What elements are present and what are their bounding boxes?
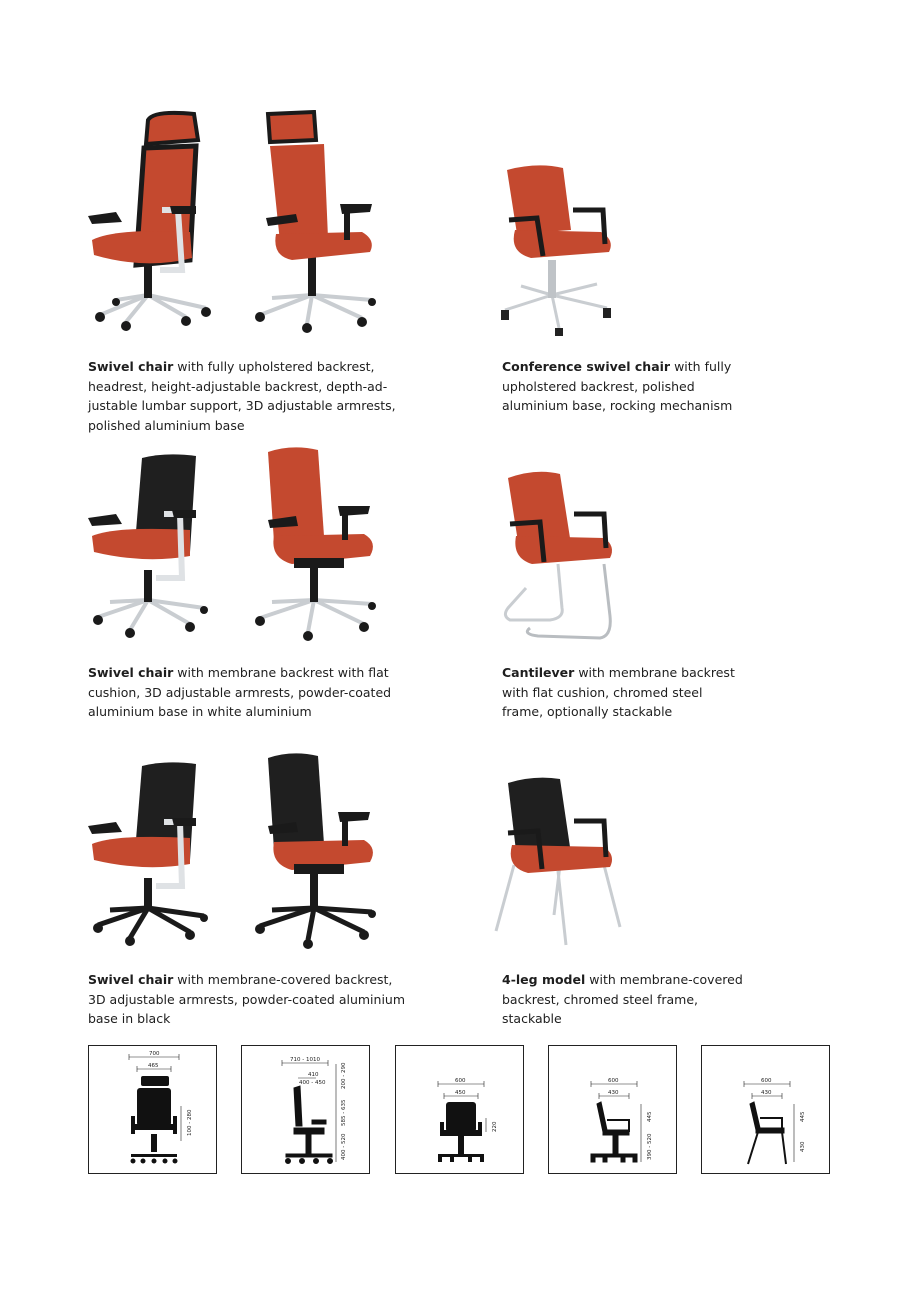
dimension-label: 410	[308, 1072, 319, 1078]
dimension-label: 400 - 520	[341, 1133, 347, 1160]
product-title: Swivel chair	[88, 972, 174, 987]
dimension-label: 445	[647, 1111, 653, 1122]
dimension-drawing-swivel-side	[241, 1045, 370, 1174]
swivel-chair-headrest-side-image	[252, 110, 382, 335]
product-title: Swivel chair	[88, 665, 174, 680]
product-desc-line: backrest, chromed steel frame,	[502, 991, 698, 1007]
product-caption-swivel-chair-black	[88, 970, 428, 1029]
dimension-drawing-conference	[395, 1045, 524, 1174]
product-caption-cantilever	[502, 663, 842, 722]
dimension-label: 430	[800, 1141, 806, 1152]
swivel-chair-black-base-front-image	[86, 760, 216, 950]
product-caption-four-leg-model	[502, 970, 842, 1029]
dimension-drawing-swivel-front	[88, 1045, 217, 1174]
dimension-label: 700	[149, 1051, 160, 1057]
product-desc-line: 3D adjustable armrests, powder-coated aluminium	[88, 991, 406, 1007]
product-desc-line: cushion, 3D adjustable armrests, powder-coated	[88, 684, 392, 700]
product-desc-line: with flat cushion, chromed steel	[502, 684, 703, 700]
swivel-chair-membrane-side-image	[252, 446, 382, 642]
dimension-label: 200 - 290	[341, 1062, 347, 1089]
product-desc-line: upholstered backrest, polished	[502, 378, 695, 394]
product-desc-line: with fully	[674, 359, 732, 374]
dimension-label: 585 - 635	[341, 1099, 347, 1126]
product-title: 4-leg model	[502, 972, 586, 987]
product-caption-conference-swivel-chair	[502, 357, 842, 416]
product-caption-swivel-chair-membrane	[88, 663, 428, 722]
swivel-chair-membrane-front-image	[86, 452, 216, 642]
product-desc-line: frame, optionally stackable	[502, 704, 673, 719]
product-desc-line: headrest, height-adjustable backrest, depth-ad-	[88, 378, 388, 394]
product-desc-line: with fully upholstered backrest,	[177, 359, 375, 374]
dimension-label: 710 - 1010	[290, 1057, 320, 1063]
dimension-label: 220	[492, 1121, 498, 1132]
conference-swivel-chair-image	[497, 160, 622, 340]
product-caption-swivel-chair-headrest	[88, 357, 428, 435]
dimension-drawing-cantilever	[548, 1045, 677, 1174]
product-desc-line: justable lumbar support, 3D adjustable armrests,	[88, 398, 396, 413]
product-desc-line: with membrane backrest with flat	[177, 665, 389, 680]
product-title: Conference swivel chair	[502, 359, 671, 374]
product-desc-line: base in black	[88, 1011, 171, 1026]
product-title: Swivel chair	[88, 359, 174, 374]
dimension-label: 600	[608, 1078, 619, 1084]
dimension-drawing-four-leg	[701, 1045, 830, 1174]
product-title: Cantilever	[502, 665, 575, 680]
product-desc-line: aluminium base in white aluminium	[88, 704, 312, 719]
dimension-label: 100 - 280	[187, 1109, 193, 1136]
product-desc-line: aluminium base, rocking mechanism	[502, 398, 733, 413]
swivel-chair-black-base-side-image	[252, 752, 382, 950]
product-desc-line: polished aluminium base	[88, 417, 245, 433]
four-leg-chair-image	[494, 775, 624, 950]
product-desc-line: with membrane backrest	[578, 665, 735, 680]
dimension-label: 390 - 520	[647, 1133, 653, 1160]
dimension-label: 600	[455, 1078, 466, 1084]
dimension-label: 430	[608, 1090, 619, 1096]
cantilever-chair-image	[500, 468, 625, 643]
dimension-label: 465	[148, 1063, 159, 1069]
product-desc-line: stackable	[502, 1011, 562, 1026]
product-desc-line: with membrane-covered backrest,	[177, 972, 393, 987]
swivel-chair-headrest-front-image	[86, 110, 216, 335]
dimension-label: 430	[761, 1090, 772, 1096]
product-desc-line: with membrane-covered	[589, 972, 743, 987]
dimension-label: 450	[455, 1090, 466, 1096]
dimension-label: 600	[761, 1078, 772, 1084]
dimension-label: 445	[800, 1111, 806, 1122]
dimension-label: 400 - 450	[299, 1080, 326, 1086]
